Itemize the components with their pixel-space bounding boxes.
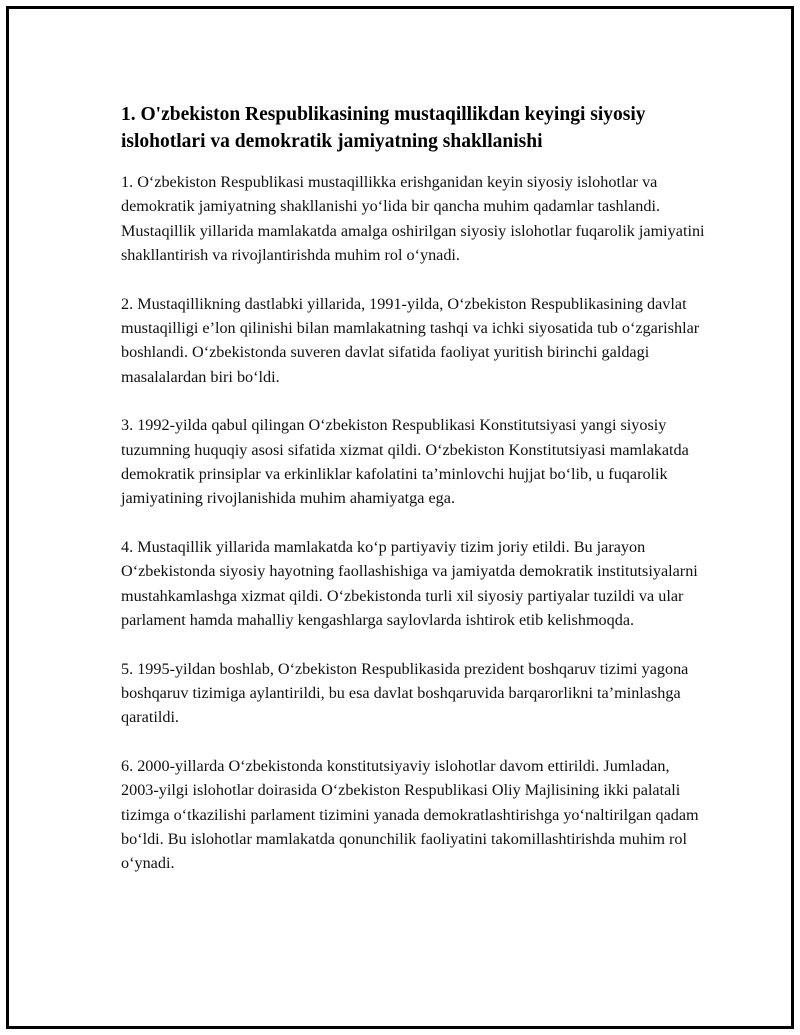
paragraph-3: 3. 1992-yilda qabul qilingan O‘zbekiston Respublikasi Konstitutsiyasi yangi siyosiy tuzumning huquqiy asosi sifatida xizmat qildi. O‘zbekiston Konstitutsiyasi mamlakatda demokratik prinsiplar va erkinliklar kafolatini ta’minlovchi hujjat bo‘lib, u fuqarolik jamiyatining rivojlanishida muhim ahamiyatga ega. (121, 416, 689, 508)
document-title: 1. O'zbekiston Respublikasining mustaqillikdan keyingi siyosiy islohotlari va demokratik jamiyatning shakllanishi (121, 104, 646, 152)
document-body (121, 101, 711, 900)
paragraph-2: 2. Mustaqillikning dastlabki yillarida, 1991-yilda, O‘zbekiston Respublikasining davlat mustaqilligi e’lon qilinishi bilan mamlakatning tashqi va ichki siyosatida tub o‘zgarishlar boshlandi. O‘zbekistonda suveren davlat sifatida faoliyat yuritish birinchi galdagi masalalardan biri bo‘ldi. (121, 294, 700, 386)
paragraph-4: 4. Mustaqillik yillarida mamlakatda ko‘p partiyaviy tizim joriy etildi. Bu jarayon O‘zbekistonda siyosiy hayotning faollashishiga va jamiyatda demokratik institutsiyalarni mustahkamlashga xizmat qildi. O‘zbekistonda turli xil siyosiy partiyalar tuzildi va ular parlament hamda mahalliy kengashlarga saylovlarda ishtirok etib kelishmoqda. (121, 537, 698, 630)
paragraph-1: 1. O‘zbekiston Respublikasi mustaqillikka erishganidan keyin siyosiy islohotlar va demokratik jamiyatning shakllanishi yo‘lida bir qancha muhim qadamlar tashlandi. Mustaqillik yillarida mamlakatda amalga oshirilgan siyosiy islohotlar fuqarolik jamiyatini shakllantirish va rivojlantirishda muhim rol o‘ynadi. (121, 173, 705, 265)
paragraph-5: 5. 1995-yildan boshlab, O‘zbekiston Respublikasida prezident boshqaruv tizimi yagona boshqaruv tizimiga aylantirildi, bu esa davlat boshqaruvida barqarorlikni ta’minlashga qaratildi. (121, 659, 689, 727)
page-frame (6, 6, 794, 1029)
paragraph-6: 6. 2000-yillarda O‘zbekistonda konstitutsiyaviy islohotlar davom ettirildi. Jumladan, 2003-yilgi islohotlar doirasida O‘zbekiston Respublikasi Oliy Majlisining ikki palatali tizimga o‘tkazilishi parlament tizimini yanada demokratlashtirishga yo‘naltirilgan qadam bo‘ldi. Bu islohotlar mamlakatda qonunchilik faoliyatini takomillashtirishda muhim rol o‘ynadi. (121, 756, 699, 873)
